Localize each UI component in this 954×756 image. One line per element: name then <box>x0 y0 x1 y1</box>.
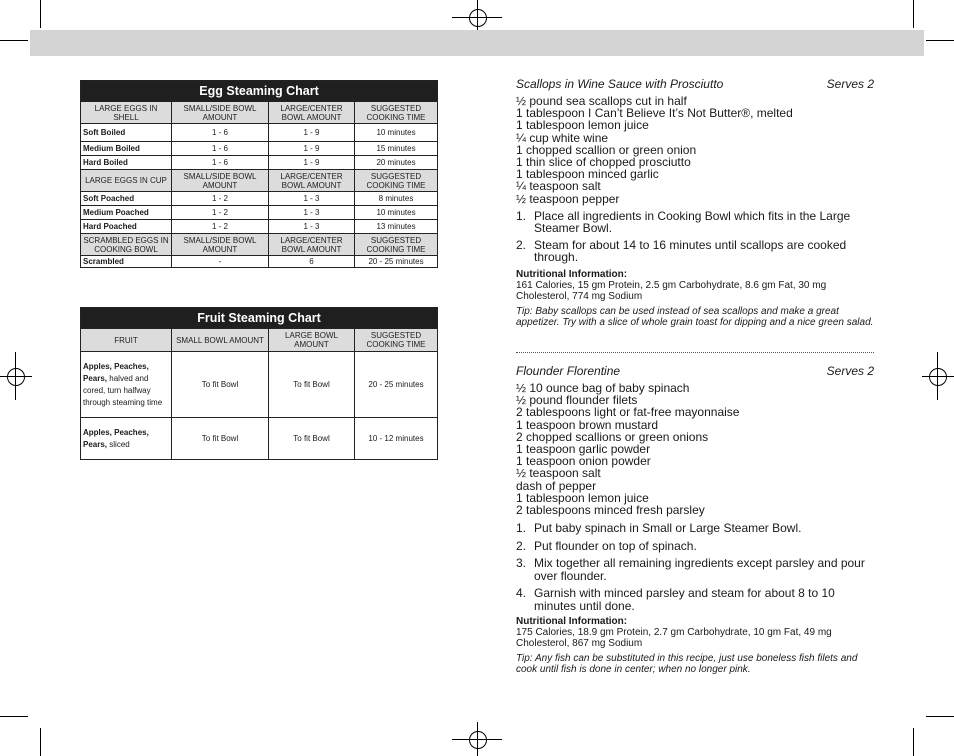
ingredient: ¼ teaspoon salt <box>516 179 601 194</box>
recipe-tip: Tip: Any fish can be substituted in this recipe, just use boneless fish filets and cook until fish is done in center; when no longer pink. <box>516 653 858 676</box>
nutrition-info: 175 Calories, 18.9 gm Protein, 2.7 gm Carbohydrate, 10 gm Fat, 49 mg Cholesterol, 867 mg Sodium <box>516 627 832 650</box>
ingredient: 2 chopped scallions or green onions <box>516 429 709 444</box>
crop-mark <box>40 728 41 756</box>
ingredient: ½ teaspoon salt <box>516 466 601 481</box>
table-cell: 20 - 25 minutes <box>355 256 438 268</box>
table-row <box>81 256 438 268</box>
table-cell: To fit Bowl <box>269 352 355 418</box>
ingredient: ½ pound sea scallops cut in half <box>516 94 687 108</box>
ingredient: 1 teaspoon garlic powder <box>516 442 651 457</box>
row-label: Hard Boiled <box>81 156 172 170</box>
crop-mark <box>926 716 954 717</box>
table-cell: 1 - 6 <box>172 156 269 170</box>
header-bar <box>30 30 924 56</box>
table-cell: 20 minutes <box>355 156 438 170</box>
ingredient: ¼ cup white wine <box>516 130 609 145</box>
step-text: Put flounder on top of spinach. <box>534 538 697 553</box>
column-header: LARGE BOWL AMOUNT <box>269 329 355 352</box>
step-list <box>516 210 874 264</box>
step-number: 1. <box>516 208 527 223</box>
column-header: LARGE EGGS IN SHELL <box>81 102 172 124</box>
ingredient: 2 tablespoons minced fresh parsley <box>516 503 705 518</box>
table-cell: 1 - 2 <box>172 220 269 234</box>
step-list <box>516 522 874 612</box>
ingredient: 1 tablespoon lemon juice <box>516 490 649 505</box>
table-cell: 15 minutes <box>355 142 438 156</box>
crop-mark <box>40 0 41 28</box>
step-number: 3. <box>516 556 527 571</box>
row-label: Medium Poached <box>81 206 172 220</box>
recipe-serves: Serves 2 <box>826 77 874 91</box>
table-cell: 8 minutes <box>355 192 438 206</box>
column-header: LARGE/CENTER BOWL AMOUNT <box>269 234 355 256</box>
row-label: Soft Boiled <box>81 124 172 142</box>
table-cell: To fit Bowl <box>269 418 355 460</box>
table-row <box>81 156 438 170</box>
column-header: LARGE EGGS IN CUP <box>81 170 172 192</box>
egg-steaming-chart <box>80 80 438 268</box>
column-header: SUGGESTED COOKING TIME <box>355 234 438 256</box>
nutrition-heading: Nutritional Information: <box>516 268 628 280</box>
table-cell: 1 - 3 <box>269 206 355 220</box>
step <box>516 522 874 535</box>
column-header: SMALL/SIDE BOWL AMOUNT <box>172 234 269 256</box>
recipe-title: Flounder Florentine <box>516 364 621 378</box>
step <box>516 210 874 235</box>
fruit-steaming-chart <box>80 307 438 460</box>
step-text: Place all ingredients in Cooking Bowl which fits in the Large Steamer Bowl. <box>534 208 851 236</box>
row-label <box>81 352 172 418</box>
table-cell: 10 - 12 minutes <box>355 418 438 460</box>
column-header: FRUIT <box>81 329 172 352</box>
recipe-divider <box>516 352 874 353</box>
fruit-chart-title: Fruit Steaming Chart <box>81 308 438 329</box>
step <box>516 557 874 582</box>
table-cell: 1 - 2 <box>172 192 269 206</box>
table-row <box>81 124 438 142</box>
table-row <box>81 352 438 418</box>
column-header: LARGE/CENTER BOWL AMOUNT <box>269 102 355 124</box>
step-text: Steam for about 14 to 16 minutes until scallops are cooked through. <box>534 237 847 265</box>
recipe-serves: Serves 2 <box>826 364 874 378</box>
crop-mark <box>0 716 28 717</box>
column-header: SMALL BOWL AMOUNT <box>172 329 269 352</box>
ingredient: ½ pound flounder filets <box>516 393 638 408</box>
column-header: SUGGESTED COOKING TIME <box>355 102 438 124</box>
table-cell: 10 minutes <box>355 206 438 220</box>
crop-mark <box>0 40 28 41</box>
table-cell: 20 - 25 minutes <box>355 352 438 418</box>
crop-mark <box>913 0 914 28</box>
table-cell: 10 minutes <box>355 124 438 142</box>
table-cell: - <box>172 256 269 268</box>
table-row <box>81 192 438 206</box>
step-number: 2. <box>516 538 527 553</box>
recipe-tip: Tip: Baby scallops can be used instead of sea scallops and make a great appetizer. Try with a slice of whole grain toast for dipping and a nice green salad. <box>516 305 874 328</box>
table-row <box>81 206 438 220</box>
table-cell: 1 - 9 <box>269 142 355 156</box>
nutrition-info: 161 Calories, 15 gm Protein, 2.5 gm Carbohydrate, 8.6 gm Fat, 30 mg Cholesterol, 774 mg Sodium <box>516 279 827 302</box>
ingredient: 2 tablespoons light or fat-free mayonnaise <box>516 405 740 420</box>
table-cell: 6 <box>269 256 355 268</box>
ingredient-list <box>516 382 874 516</box>
table-cell: To fit Bowl <box>172 352 269 418</box>
crop-mark <box>926 40 954 41</box>
fruit-name: Apples, Peaches, Pears, <box>83 427 149 449</box>
row-label: Scrambled <box>81 256 172 268</box>
table-cell: 1 - 3 <box>269 220 355 234</box>
column-header: SCRAMBLED EGGS IN COOKING BOWL <box>81 234 172 256</box>
fruit-name: Apples, Peaches, Pears, <box>83 361 149 383</box>
table-cell: 13 minutes <box>355 220 438 234</box>
recipe-title: Scallops in Wine Sauce with Prosciutto <box>516 77 724 91</box>
ingredient: 1 thin slice of chopped prosciutto <box>516 155 691 170</box>
row-label: Medium Boiled <box>81 142 172 156</box>
table-cell: 1 - 6 <box>172 142 269 156</box>
ingredient: ½ teaspoon pepper <box>516 191 620 206</box>
ingredient: 1 tablespoon minced garlic <box>516 167 659 182</box>
step-number: 2. <box>516 237 527 252</box>
recipe-flounder <box>516 364 874 675</box>
step-text: Put baby spinach in Small or Large Steamer Bowl. <box>534 521 802 536</box>
row-label: Hard Poached <box>81 220 172 234</box>
step <box>516 587 874 612</box>
ingredient: 1 tablespoon I Can’t Believe It’s Not Butter®, melted <box>516 106 793 121</box>
column-header: SUGGESTED COOKING TIME <box>355 170 438 192</box>
table-cell: To fit Bowl <box>172 418 269 460</box>
table-cell: 1 - 9 <box>269 124 355 142</box>
recipe-scallops <box>516 77 874 328</box>
table-row <box>81 220 438 234</box>
fruit-prep: halved and cored, turn halfway through steaming time <box>83 373 163 407</box>
step <box>516 239 874 264</box>
row-label <box>81 418 172 460</box>
table-cell: 1 - 3 <box>269 192 355 206</box>
column-header: SUGGESTED COOKING TIME <box>355 329 438 352</box>
table-cell: 1 - 6 <box>172 124 269 142</box>
ingredient-list <box>516 95 874 205</box>
ingredient: dash of pepper <box>516 478 597 493</box>
step-text: Mix together all remaining ingredients except parsley and pour over flounder. <box>534 556 865 583</box>
ingredient: 1 tablespoon lemon juice <box>516 118 649 133</box>
fruit-prep: sliced <box>109 439 130 449</box>
step-number: 1. <box>516 521 527 536</box>
nutrition-heading: Nutritional Information: <box>516 616 628 628</box>
table-cell: 1 - 2 <box>172 206 269 220</box>
row-label: Soft Poached <box>81 192 172 206</box>
column-header: SMALL/SIDE BOWL AMOUNT <box>172 170 269 192</box>
ingredient: 1 teaspoon brown mustard <box>516 417 659 432</box>
ingredient: ½ 10 ounce bag of baby spinach <box>516 381 690 395</box>
table-row <box>81 418 438 460</box>
egg-chart-title: Egg Steaming Chart <box>81 81 438 102</box>
step-number: 4. <box>516 586 527 601</box>
table-row <box>81 142 438 156</box>
table-cell: 1 - 9 <box>269 156 355 170</box>
column-header: LARGE/CENTER BOWL AMOUNT <box>269 170 355 192</box>
crop-mark <box>913 728 914 756</box>
step-text: Garnish with minced parsley and steam for about 8 to 10 minutes until done. <box>534 586 835 613</box>
ingredient: 1 chopped scallion or green onion <box>516 142 697 157</box>
ingredient: 1 teaspoon onion powder <box>516 454 651 469</box>
column-header: SMALL/SIDE BOWL AMOUNT <box>172 102 269 124</box>
step <box>516 540 874 553</box>
